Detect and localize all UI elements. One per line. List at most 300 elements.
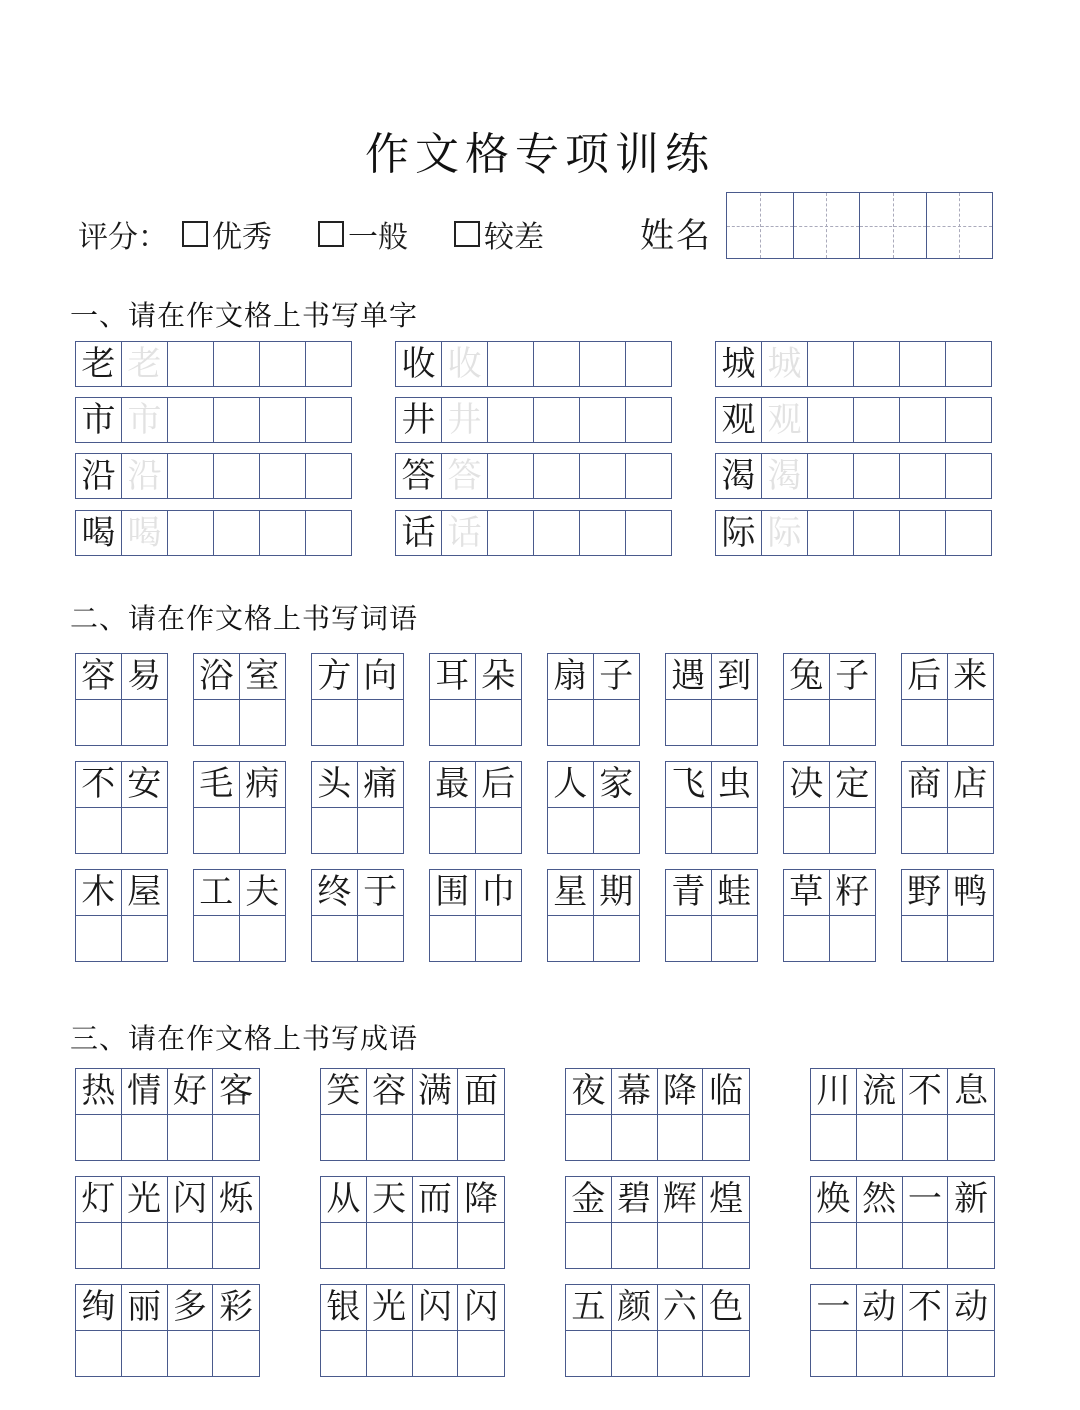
blank-writing-cell[interactable] [658,1223,704,1269]
blank-writing-cell[interactable] [666,916,712,962]
blank-writing-cell[interactable] [948,1115,994,1161]
trace-char-cell[interactable]: 老 [122,342,168,386]
blank-writing-cell[interactable] [626,398,671,442]
name-cell[interactable] [794,193,861,258]
word-grid[interactable] [75,869,168,962]
blank-writing-cell[interactable] [830,916,876,962]
trace-char-cell[interactable]: 渴 [762,454,808,498]
word-char-cell[interactable]: 夫 [240,870,286,916]
idiom-char-cell[interactable]: 煌 [703,1177,749,1223]
blank-writing-cell[interactable] [312,700,358,746]
blank-writing-cell[interactable] [712,808,758,854]
word-char-cell[interactable]: 易 [122,654,168,700]
word-grid[interactable] [547,653,640,746]
model-char-cell[interactable]: 沿 [76,454,122,498]
blank-writing-cell[interactable] [306,511,351,555]
word-char-cell[interactable]: 飞 [666,762,712,808]
word-char-cell[interactable]: 店 [948,762,994,808]
trace-char-cell[interactable]: 喝 [122,511,168,555]
trace-char-cell[interactable]: 市 [122,398,168,442]
idiom-char-cell[interactable]: 多 [168,1285,214,1331]
single-char-row[interactable] [395,397,672,443]
word-grid[interactable] [665,653,758,746]
checkbox-average[interactable] [318,221,344,247]
blank-writing-cell[interactable] [168,511,214,555]
rating-option-excellent[interactable] [182,212,272,256]
idiom-char-cell[interactable]: 一 [811,1285,857,1331]
idiom-char-cell[interactable]: 闪 [168,1177,214,1223]
model-char-cell[interactable]: 观 [716,398,762,442]
word-grid[interactable] [901,869,994,962]
blank-writing-cell[interactable] [566,1223,612,1269]
blank-writing-cell[interactable] [712,916,758,962]
word-char-cell[interactable]: 浴 [194,654,240,700]
blank-writing-cell[interactable] [903,1223,949,1269]
blank-writing-cell[interactable] [488,342,534,386]
blank-writing-cell[interactable] [948,700,994,746]
idiom-char-cell[interactable]: 客 [213,1069,259,1115]
single-char-row[interactable] [715,397,992,443]
word-char-cell[interactable]: 工 [194,870,240,916]
single-char-row[interactable] [75,510,352,556]
blank-writing-cell[interactable] [122,1331,168,1377]
blank-writing-cell[interactable] [122,808,168,854]
word-char-cell[interactable]: 安 [122,762,168,808]
blank-writing-cell[interactable] [857,1331,903,1377]
blank-writing-cell[interactable] [784,700,830,746]
name-cell[interactable] [860,193,927,258]
word-char-cell[interactable]: 最 [430,762,476,808]
blank-writing-cell[interactable] [857,1115,903,1161]
blank-writing-cell[interactable] [612,1115,658,1161]
blank-writing-cell[interactable] [548,808,594,854]
trace-char-cell[interactable]: 观 [762,398,808,442]
blank-writing-cell[interactable] [580,342,626,386]
word-char-cell[interactable]: 扇 [548,654,594,700]
checkbox-poor[interactable] [454,221,480,247]
idiom-char-cell[interactable]: 光 [367,1285,413,1331]
blank-writing-cell[interactable] [666,700,712,746]
word-char-cell[interactable]: 决 [784,762,830,808]
blank-writing-cell[interactable] [458,1331,504,1377]
word-char-cell[interactable]: 遇 [666,654,712,700]
blank-writing-cell[interactable] [430,700,476,746]
blank-writing-cell[interactable] [321,1331,367,1377]
idiom-char-cell[interactable]: 降 [658,1069,704,1115]
word-char-cell[interactable]: 虫 [712,762,758,808]
idiom-char-cell[interactable]: 辉 [658,1177,704,1223]
word-grid[interactable] [547,761,640,854]
model-char-cell[interactable]: 话 [396,511,442,555]
blank-writing-cell[interactable] [658,1331,704,1377]
blank-writing-cell[interactable] [903,1331,949,1377]
word-char-cell[interactable]: 星 [548,870,594,916]
word-grid[interactable] [75,761,168,854]
blank-writing-cell[interactable] [900,511,946,555]
blank-writing-cell[interactable] [902,700,948,746]
idiom-char-cell[interactable]: 碧 [612,1177,658,1223]
blank-writing-cell[interactable] [900,454,946,498]
word-char-cell[interactable]: 子 [830,654,876,700]
idiom-grid[interactable] [320,1068,505,1161]
name-writing-grid[interactable] [726,192,993,259]
rating-option-poor[interactable] [454,212,544,256]
trace-char-cell[interactable]: 沿 [122,454,168,498]
blank-writing-cell[interactable] [168,1115,214,1161]
idiom-char-cell[interactable]: 五 [566,1285,612,1331]
blank-writing-cell[interactable] [811,1115,857,1161]
word-char-cell[interactable]: 草 [784,870,830,916]
blank-writing-cell[interactable] [594,808,640,854]
word-char-cell[interactable]: 野 [902,870,948,916]
word-char-cell[interactable]: 耳 [430,654,476,700]
blank-writing-cell[interactable] [580,511,626,555]
blank-writing-cell[interactable] [367,1223,413,1269]
blank-writing-cell[interactable] [488,454,534,498]
blank-writing-cell[interactable] [948,1223,994,1269]
blank-writing-cell[interactable] [808,511,854,555]
idiom-char-cell[interactable]: 新 [948,1177,994,1223]
word-char-cell[interactable]: 木 [76,870,122,916]
blank-writing-cell[interactable] [534,454,580,498]
idiom-char-cell[interactable]: 而 [413,1177,459,1223]
word-char-cell[interactable]: 头 [312,762,358,808]
blank-writing-cell[interactable] [213,1331,259,1377]
blank-writing-cell[interactable] [854,511,900,555]
blank-writing-cell[interactable] [946,454,991,498]
word-char-cell[interactable]: 籽 [830,870,876,916]
blank-writing-cell[interactable] [306,398,351,442]
blank-writing-cell[interactable] [76,916,122,962]
idiom-char-cell[interactable]: 夜 [566,1069,612,1115]
single-char-row[interactable] [395,453,672,499]
blank-writing-cell[interactable] [76,808,122,854]
blank-writing-cell[interactable] [900,342,946,386]
idiom-char-cell[interactable]: 丽 [122,1285,168,1331]
blank-writing-cell[interactable] [413,1223,459,1269]
single-char-row[interactable] [715,510,992,556]
idiom-char-cell[interactable]: 然 [857,1177,903,1223]
blank-writing-cell[interactable] [168,1223,214,1269]
trace-char-cell[interactable]: 话 [442,511,488,555]
idiom-char-cell[interactable]: 满 [413,1069,459,1115]
blank-writing-cell[interactable] [194,916,240,962]
blank-writing-cell[interactable] [712,700,758,746]
word-grid[interactable] [193,869,286,962]
word-char-cell[interactable]: 后 [476,762,522,808]
word-char-cell[interactable]: 后 [902,654,948,700]
word-grid[interactable] [783,869,876,962]
blank-writing-cell[interactable] [857,1223,903,1269]
blank-writing-cell[interactable] [666,808,712,854]
blank-writing-cell[interactable] [122,1223,168,1269]
blank-writing-cell[interactable] [413,1331,459,1377]
blank-writing-cell[interactable] [476,916,522,962]
single-char-row[interactable] [75,397,352,443]
checkbox-excellent[interactable] [182,221,208,247]
blank-writing-cell[interactable] [808,342,854,386]
idiom-char-cell[interactable]: 临 [703,1069,749,1115]
blank-writing-cell[interactable] [548,916,594,962]
blank-writing-cell[interactable] [594,700,640,746]
model-char-cell[interactable]: 际 [716,511,762,555]
word-char-cell[interactable]: 人 [548,762,594,808]
blank-writing-cell[interactable] [534,342,580,386]
blank-writing-cell[interactable] [168,454,214,498]
blank-writing-cell[interactable] [658,1115,704,1161]
blank-writing-cell[interactable] [854,454,900,498]
blank-writing-cell[interactable] [476,808,522,854]
word-char-cell[interactable]: 蛙 [712,870,758,916]
blank-writing-cell[interactable] [548,700,594,746]
word-char-cell[interactable]: 痛 [358,762,404,808]
model-char-cell[interactable]: 渴 [716,454,762,498]
blank-writing-cell[interactable] [306,454,351,498]
word-char-cell[interactable]: 定 [830,762,876,808]
rating-option-average[interactable] [318,212,408,256]
blank-writing-cell[interactable] [488,398,534,442]
word-grid[interactable] [429,653,522,746]
word-grid[interactable] [311,869,404,962]
blank-writing-cell[interactable] [626,454,671,498]
blank-writing-cell[interactable] [808,398,854,442]
blank-writing-cell[interactable] [312,808,358,854]
blank-writing-cell[interactable] [784,808,830,854]
word-char-cell[interactable]: 子 [594,654,640,700]
word-char-cell[interactable]: 向 [358,654,404,700]
idiom-char-cell[interactable]: 笑 [321,1069,367,1115]
idiom-char-cell[interactable]: 金 [566,1177,612,1223]
idiom-char-cell[interactable]: 闪 [458,1285,504,1331]
word-grid[interactable] [783,761,876,854]
blank-writing-cell[interactable] [854,398,900,442]
blank-writing-cell[interactable] [534,398,580,442]
idiom-char-cell[interactable]: 息 [948,1069,994,1115]
word-grid[interactable] [783,653,876,746]
blank-writing-cell[interactable] [260,342,306,386]
blank-writing-cell[interactable] [784,916,830,962]
idiom-char-cell[interactable]: 幕 [612,1069,658,1115]
blank-writing-cell[interactable] [306,342,351,386]
idiom-char-cell[interactable]: 不 [903,1069,949,1115]
idiom-char-cell[interactable]: 彩 [213,1285,259,1331]
word-grid[interactable] [311,653,404,746]
single-char-row[interactable] [715,453,992,499]
blank-writing-cell[interactable] [946,398,991,442]
word-grid[interactable] [193,761,286,854]
idiom-grid[interactable] [320,1284,505,1377]
blank-writing-cell[interactable] [358,808,404,854]
model-char-cell[interactable]: 城 [716,342,762,386]
single-char-row[interactable] [715,341,992,387]
blank-writing-cell[interactable] [903,1115,949,1161]
blank-writing-cell[interactable] [580,454,626,498]
idiom-char-cell[interactable]: 川 [811,1069,857,1115]
word-char-cell[interactable]: 到 [712,654,758,700]
word-grid[interactable] [901,653,994,746]
blank-writing-cell[interactable] [367,1331,413,1377]
trace-char-cell[interactable]: 答 [442,454,488,498]
word-char-cell[interactable]: 巾 [476,870,522,916]
word-char-cell[interactable]: 病 [240,762,286,808]
blank-writing-cell[interactable] [214,342,260,386]
idiom-char-cell[interactable]: 天 [367,1177,413,1223]
blank-writing-cell[interactable] [430,916,476,962]
blank-writing-cell[interactable] [122,1115,168,1161]
blank-writing-cell[interactable] [703,1115,749,1161]
blank-writing-cell[interactable] [566,1331,612,1377]
idiom-char-cell[interactable]: 焕 [811,1177,857,1223]
blank-writing-cell[interactable] [214,454,260,498]
idiom-grid[interactable] [565,1176,750,1269]
word-char-cell[interactable]: 商 [902,762,948,808]
idiom-grid[interactable] [810,1176,995,1269]
blank-writing-cell[interactable] [168,342,214,386]
idiom-char-cell[interactable]: 不 [903,1285,949,1331]
word-char-cell[interactable]: 朵 [476,654,522,700]
idiom-grid[interactable] [75,1068,260,1161]
idiom-char-cell[interactable]: 容 [367,1069,413,1115]
idiom-grid[interactable] [565,1068,750,1161]
blank-writing-cell[interactable] [122,700,168,746]
word-grid[interactable] [665,761,758,854]
blank-writing-cell[interactable] [458,1115,504,1161]
blank-writing-cell[interactable] [213,1115,259,1161]
model-char-cell[interactable]: 井 [396,398,442,442]
blank-writing-cell[interactable] [612,1331,658,1377]
single-char-row[interactable] [395,341,672,387]
blank-writing-cell[interactable] [367,1115,413,1161]
blank-writing-cell[interactable] [594,916,640,962]
blank-writing-cell[interactable] [76,1331,122,1377]
trace-char-cell[interactable]: 井 [442,398,488,442]
idiom-grid[interactable] [810,1068,995,1161]
idiom-char-cell[interactable]: 动 [857,1285,903,1331]
word-char-cell[interactable]: 室 [240,654,286,700]
word-char-cell[interactable]: 容 [76,654,122,700]
single-char-row[interactable] [75,453,352,499]
idiom-grid[interactable] [75,1176,260,1269]
blank-writing-cell[interactable] [854,342,900,386]
idiom-char-cell[interactable]: 面 [458,1069,504,1115]
word-char-cell[interactable]: 兔 [784,654,830,700]
word-char-cell[interactable]: 家 [594,762,640,808]
blank-writing-cell[interactable] [476,700,522,746]
blank-writing-cell[interactable] [260,454,306,498]
blank-writing-cell[interactable] [566,1115,612,1161]
word-grid[interactable] [75,653,168,746]
blank-writing-cell[interactable] [413,1115,459,1161]
blank-writing-cell[interactable] [122,916,168,962]
blank-writing-cell[interactable] [321,1223,367,1269]
word-grid[interactable] [547,869,640,962]
word-grid[interactable] [429,869,522,962]
blank-writing-cell[interactable] [626,342,671,386]
idiom-char-cell[interactable]: 流 [857,1069,903,1115]
trace-char-cell[interactable]: 城 [762,342,808,386]
model-char-cell[interactable]: 收 [396,342,442,386]
blank-writing-cell[interactable] [260,398,306,442]
blank-writing-cell[interactable] [948,916,994,962]
idiom-char-cell[interactable]: 闪 [413,1285,459,1331]
idiom-char-cell[interactable]: 光 [122,1177,168,1223]
blank-writing-cell[interactable] [946,511,991,555]
idiom-char-cell[interactable]: 情 [122,1069,168,1115]
blank-writing-cell[interactable] [948,1331,994,1377]
word-grid[interactable] [311,761,404,854]
blank-writing-cell[interactable] [214,511,260,555]
blank-writing-cell[interactable] [321,1115,367,1161]
word-char-cell[interactable]: 围 [430,870,476,916]
idiom-char-cell[interactable]: 一 [903,1177,949,1223]
name-cell[interactable] [927,193,993,258]
word-char-cell[interactable]: 屋 [122,870,168,916]
blank-writing-cell[interactable] [240,700,286,746]
idiom-grid[interactable] [810,1284,995,1377]
blank-writing-cell[interactable] [830,808,876,854]
idiom-char-cell[interactable]: 动 [948,1285,994,1331]
idiom-char-cell[interactable]: 烁 [213,1177,259,1223]
blank-writing-cell[interactable] [312,916,358,962]
blank-writing-cell[interactable] [213,1223,259,1269]
blank-writing-cell[interactable] [612,1223,658,1269]
blank-writing-cell[interactable] [902,916,948,962]
idiom-char-cell[interactable]: 六 [658,1285,704,1331]
blank-writing-cell[interactable] [946,342,991,386]
model-char-cell[interactable]: 喝 [76,511,122,555]
idiom-char-cell[interactable]: 色 [703,1285,749,1331]
blank-writing-cell[interactable] [168,398,214,442]
idiom-char-cell[interactable]: 颜 [612,1285,658,1331]
blank-writing-cell[interactable] [830,700,876,746]
blank-writing-cell[interactable] [808,454,854,498]
word-char-cell[interactable]: 不 [76,762,122,808]
idiom-char-cell[interactable]: 热 [76,1069,122,1115]
blank-writing-cell[interactable] [76,1115,122,1161]
idiom-grid[interactable] [565,1284,750,1377]
blank-writing-cell[interactable] [948,808,994,854]
word-char-cell[interactable]: 于 [358,870,404,916]
blank-writing-cell[interactable] [534,511,580,555]
blank-writing-cell[interactable] [580,398,626,442]
blank-writing-cell[interactable] [214,398,260,442]
model-char-cell[interactable]: 老 [76,342,122,386]
word-grid[interactable] [665,869,758,962]
word-char-cell[interactable]: 期 [594,870,640,916]
blank-writing-cell[interactable] [194,808,240,854]
idiom-char-cell[interactable]: 好 [168,1069,214,1115]
idiom-char-cell[interactable]: 绚 [76,1285,122,1331]
blank-writing-cell[interactable] [488,511,534,555]
word-grid[interactable] [193,653,286,746]
blank-writing-cell[interactable] [358,916,404,962]
blank-writing-cell[interactable] [902,808,948,854]
idiom-char-cell[interactable]: 从 [321,1177,367,1223]
blank-writing-cell[interactable] [76,1223,122,1269]
blank-writing-cell[interactable] [703,1331,749,1377]
idiom-grid[interactable] [320,1176,505,1269]
blank-writing-cell[interactable] [240,916,286,962]
idiom-grid[interactable] [75,1284,260,1377]
blank-writing-cell[interactable] [240,808,286,854]
blank-writing-cell[interactable] [626,511,671,555]
word-char-cell[interactable]: 毛 [194,762,240,808]
word-char-cell[interactable]: 方 [312,654,358,700]
single-char-row[interactable] [395,510,672,556]
name-cell[interactable] [727,193,794,258]
blank-writing-cell[interactable] [458,1223,504,1269]
trace-char-cell[interactable]: 收 [442,342,488,386]
